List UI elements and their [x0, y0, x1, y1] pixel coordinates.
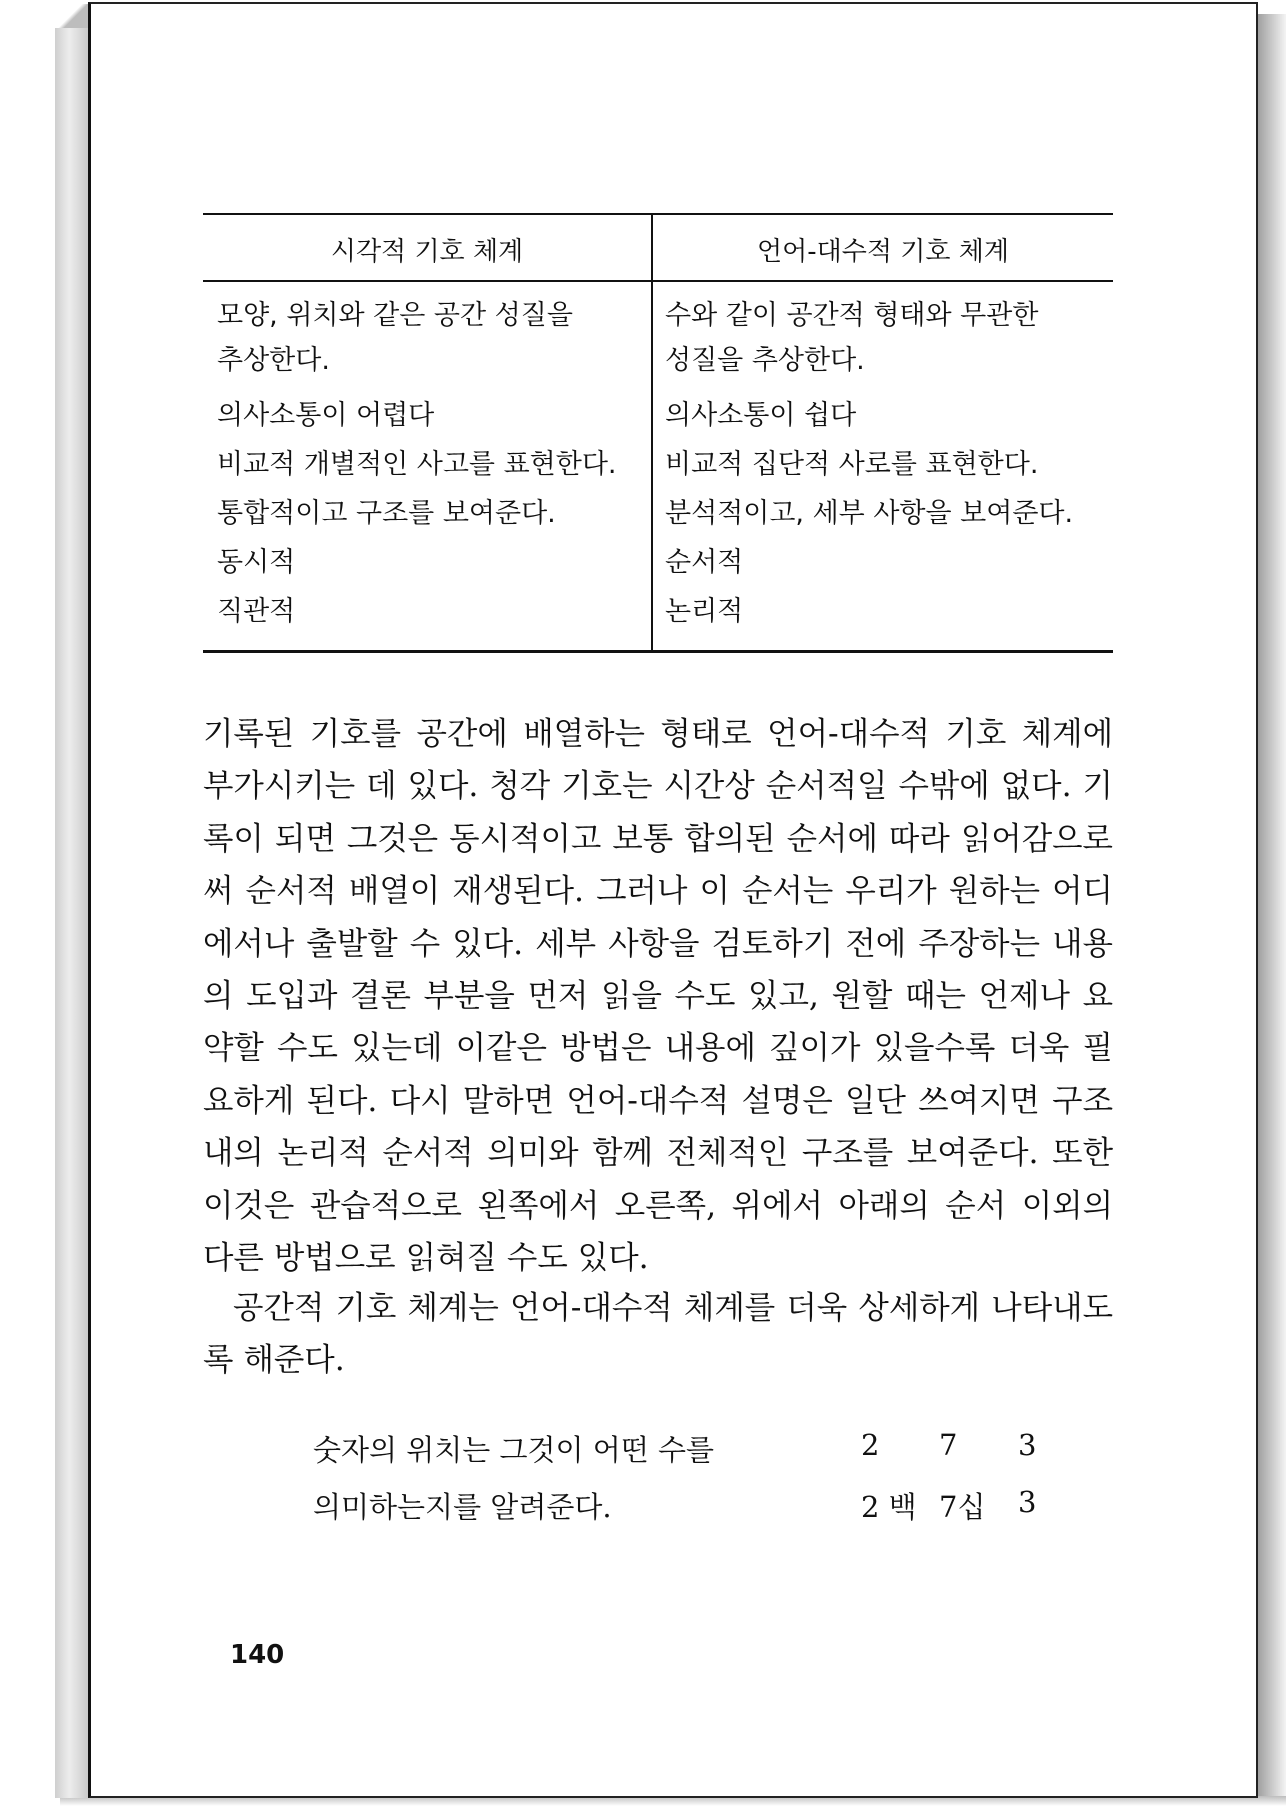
table-cell: 비교적 집단적 사로를 표현한다.: [665, 449, 1039, 480]
table-cell: 의사소통이 쉽다: [665, 400, 857, 431]
table-header-rule: [203, 280, 1113, 282]
book-spine: [55, 8, 91, 1798]
table-header-verbal: 언어-대수적 기호 체계: [757, 237, 1009, 267]
table-cell: 비교적 개별적인 사고를 표현한다.: [217, 449, 617, 480]
table-cell: 논리적: [665, 596, 744, 627]
table-header-visual: 시각적 기호 체계: [330, 237, 524, 267]
digit-ones: 3: [1018, 1428, 1037, 1462]
table-column-divider: [651, 213, 653, 653]
named-hundreds: 2 백: [861, 1490, 917, 1524]
page-number: 140: [230, 1640, 285, 1670]
page-edge-shadow: [1256, 14, 1286, 1800]
example-text-line-1: 숫자의 위치는 그것이 어떤 수를: [313, 1433, 715, 1467]
table-cell: 통합적이고 구조를 보여준다.: [217, 498, 556, 529]
table-cell: 동시적: [217, 547, 296, 578]
table-cell: 모양, 위치와 같은 공간 성질을: [217, 300, 573, 331]
named-ones: 3: [1018, 1485, 1037, 1519]
named-tens: 7십: [939, 1490, 986, 1524]
example-text-line-2: 의미하는지를 알려준다.: [313, 1490, 612, 1524]
table-top-rule: [203, 213, 1113, 215]
table-cell: 분석적이고, 세부 사항을 보여준다.: [665, 498, 1074, 529]
digit-tens: 7: [939, 1428, 958, 1462]
table-bottom-rule: [203, 650, 1113, 653]
body-paragraph-2: 공간적 기호 체계는 언어-대수적 체계를 더욱 상세하게 나타내도록 해준다.: [203, 1290, 1113, 1379]
book-spine-corner: [55, 4, 91, 28]
table-cell: 수와 같이 공간적 형태와 무관한: [665, 300, 1039, 331]
body-paragraph-1: 기록된 기호를 공간에 배열하는 형태로 언어-대수적 기호 체계에 부가시키는 데 있다. 청각 기호는 시간상 순서적일 수밖에 없다. 기록이 되면 그것은 동시적이고 보통 합의된 순서에 따라 읽어감으로써 순서적 배열이 재생된다. 그러나 이 순서는 우리가 원하는 어디에서나 출발할 수 있다. 세부 사항을 검토하기 전에 주장하는 내용의 도입과 결론 부분을 먼저 읽을 수도 있고, 원할 때는 언제나 요약할 수도 있는데 이같은 방법은 내용에 깊이가 있을수록 더욱 필요하게 된다. 다시 말하면 언어-대수적 설명은 일단 쓰여지면 구조 내의 논리적 순서적 의미와 함께 전체적인 구조를 보여준다. 또한 이것은 관습적으로 왼쪽에서 오른쪽, 위에서 아래의 순서 이외의 다른 방법으로 읽혀질 수도 있다.: [203, 716, 1113, 1277]
table-cell: 추상한다.: [217, 345, 330, 376]
number-position-example: [313, 1420, 1073, 1540]
table-cell: 순서적: [665, 547, 744, 578]
table-cell: 직관적: [217, 596, 296, 627]
digit-hundreds: 2: [861, 1428, 880, 1462]
table-cell: 의사소통이 어렵다: [217, 400, 435, 431]
table-cell: 성질을 추상한다.: [665, 345, 865, 376]
comparison-table: [203, 213, 1113, 653]
